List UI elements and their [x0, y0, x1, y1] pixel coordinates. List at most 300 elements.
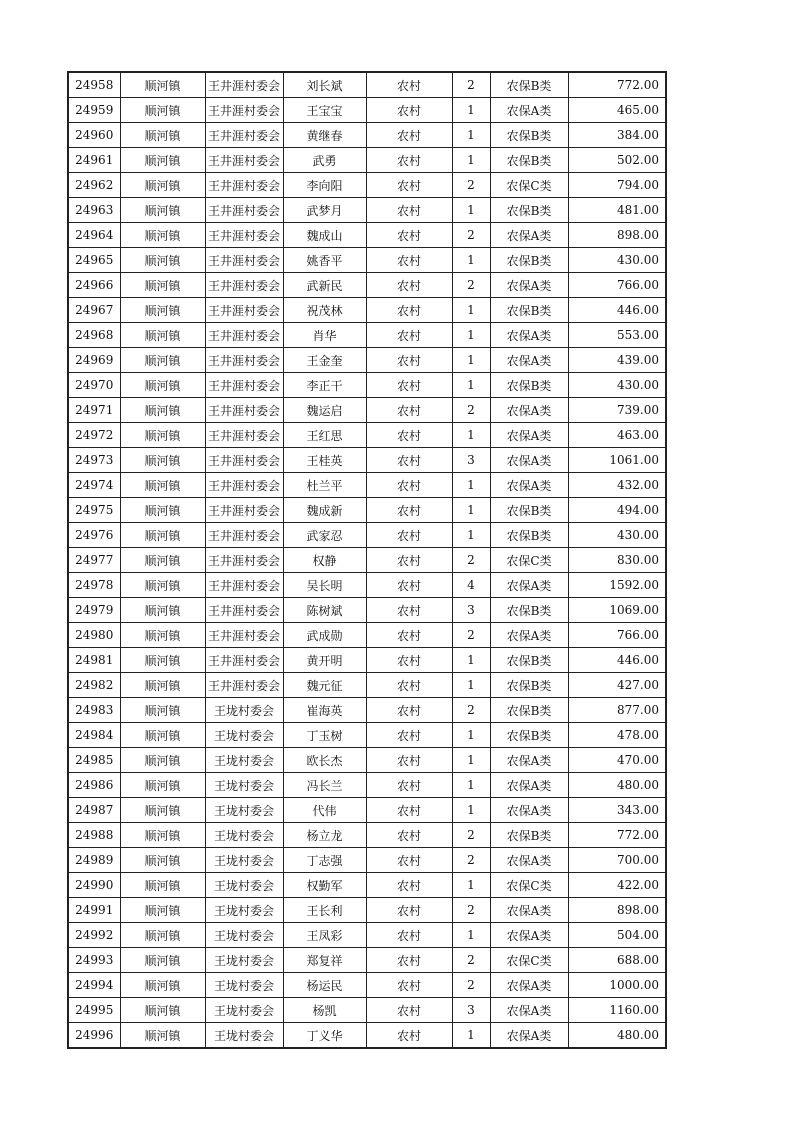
village-committee-cell: 王垅村委会 [205, 873, 283, 898]
record-id-cell: 24975 [68, 498, 120, 523]
amount-cell: 439.00 [568, 348, 666, 373]
insurance-category-cell: 农保C类 [490, 948, 568, 973]
record-id-cell: 24995 [68, 998, 120, 1023]
record-id-cell: 24994 [68, 973, 120, 998]
village-committee-cell: 王井涯村委会 [205, 548, 283, 573]
household-type-cell: 农村 [366, 648, 452, 673]
village-committee-cell: 王垅村委会 [205, 823, 283, 848]
household-type-cell: 农村 [366, 248, 452, 273]
amount-cell: 1592.00 [568, 573, 666, 598]
town-cell: 顺河镇 [120, 198, 205, 223]
household-type-cell: 农村 [366, 573, 452, 598]
person-name-cell: 王桂英 [283, 448, 366, 473]
village-committee-cell: 王井涯村委会 [205, 448, 283, 473]
member-count-cell: 1 [452, 373, 490, 398]
record-id-cell: 24972 [68, 423, 120, 448]
household-type-cell: 农村 [366, 523, 452, 548]
amount-cell: 794.00 [568, 173, 666, 198]
member-count-cell: 1 [452, 673, 490, 698]
member-count-cell: 1 [452, 773, 490, 798]
household-type-cell: 农村 [366, 198, 452, 223]
town-cell: 顺河镇 [120, 498, 205, 523]
insurance-category-cell: 农保B类 [490, 823, 568, 848]
table-row [68, 198, 666, 223]
town-cell: 顺河镇 [120, 823, 205, 848]
village-committee-cell: 王垅村委会 [205, 898, 283, 923]
insurance-category-cell: 农保C类 [490, 873, 568, 898]
person-name-cell: 杨立龙 [283, 823, 366, 848]
town-cell: 顺河镇 [120, 873, 205, 898]
village-committee-cell: 王井涯村委会 [205, 123, 283, 148]
town-cell: 顺河镇 [120, 1023, 205, 1049]
record-id-cell: 24987 [68, 798, 120, 823]
village-committee-cell: 王井涯村委会 [205, 348, 283, 373]
village-committee-cell: 王垅村委会 [205, 798, 283, 823]
amount-cell: 553.00 [568, 323, 666, 348]
record-id-cell: 24984 [68, 723, 120, 748]
insurance-category-cell: 农保A类 [490, 1023, 568, 1049]
record-id-cell: 24992 [68, 923, 120, 948]
household-type-cell: 农村 [366, 848, 452, 873]
amount-cell: 688.00 [568, 948, 666, 973]
village-committee-cell: 王井涯村委会 [205, 523, 283, 548]
amount-cell: 830.00 [568, 548, 666, 573]
table-row [68, 773, 666, 798]
person-name-cell: 王红思 [283, 423, 366, 448]
household-type-cell: 农村 [366, 123, 452, 148]
insurance-category-cell: 农保B类 [490, 198, 568, 223]
insurance-category-cell: 农保B类 [490, 523, 568, 548]
town-cell: 顺河镇 [120, 898, 205, 923]
insurance-category-cell: 农保C类 [490, 173, 568, 198]
member-count-cell: 1 [452, 748, 490, 773]
household-type-cell: 农村 [366, 373, 452, 398]
village-committee-cell: 王井涯村委会 [205, 373, 283, 398]
table-row [68, 723, 666, 748]
person-name-cell: 郑复祥 [283, 948, 366, 973]
town-cell: 顺河镇 [120, 798, 205, 823]
insurance-category-cell: 农保B类 [490, 598, 568, 623]
town-cell: 顺河镇 [120, 723, 205, 748]
household-type-cell: 农村 [366, 698, 452, 723]
person-name-cell: 杨运民 [283, 973, 366, 998]
member-count-cell: 1 [452, 498, 490, 523]
town-cell: 顺河镇 [120, 323, 205, 348]
person-name-cell: 丁义华 [283, 1023, 366, 1049]
insurance-category-cell: 农保A类 [490, 848, 568, 873]
person-name-cell: 丁志强 [283, 848, 366, 873]
insurance-category-cell: 农保A类 [490, 973, 568, 998]
insurance-category-cell: 农保B类 [490, 673, 568, 698]
person-name-cell: 武家忍 [283, 523, 366, 548]
member-count-cell: 1 [452, 723, 490, 748]
record-id-cell: 24970 [68, 373, 120, 398]
insurance-category-cell: 农保B类 [490, 723, 568, 748]
amount-cell: 898.00 [568, 223, 666, 248]
village-committee-cell: 王垅村委会 [205, 698, 283, 723]
village-committee-cell: 王井涯村委会 [205, 98, 283, 123]
insurance-category-cell: 农保B类 [490, 72, 568, 98]
insurance-category-cell: 农保B类 [490, 123, 568, 148]
village-committee-cell: 王垅村委会 [205, 948, 283, 973]
household-type-cell: 农村 [366, 348, 452, 373]
person-name-cell: 武勇 [283, 148, 366, 173]
table-row [68, 473, 666, 498]
member-count-cell: 1 [452, 1023, 490, 1049]
household-type-cell: 农村 [366, 173, 452, 198]
amount-cell: 766.00 [568, 273, 666, 298]
member-count-cell: 3 [452, 448, 490, 473]
town-cell: 顺河镇 [120, 648, 205, 673]
town-cell: 顺河镇 [120, 598, 205, 623]
insurance-category-cell: 农保A类 [490, 748, 568, 773]
household-type-cell: 农村 [366, 398, 452, 423]
insurance-category-cell: 农保A类 [490, 923, 568, 948]
insurance-category-cell: 农保A类 [490, 998, 568, 1023]
insurance-category-cell: 农保A类 [490, 573, 568, 598]
table-row [68, 173, 666, 198]
member-count-cell: 2 [452, 848, 490, 873]
village-committee-cell: 王井涯村委会 [205, 498, 283, 523]
town-cell: 顺河镇 [120, 998, 205, 1023]
person-name-cell: 王长利 [283, 898, 366, 923]
insurance-category-cell: 农保B类 [490, 148, 568, 173]
amount-cell: 478.00 [568, 723, 666, 748]
record-id-cell: 24989 [68, 848, 120, 873]
household-type-cell: 农村 [366, 498, 452, 523]
village-committee-cell: 王垅村委会 [205, 998, 283, 1023]
member-count-cell: 2 [452, 223, 490, 248]
amount-cell: 463.00 [568, 423, 666, 448]
insurance-category-cell: 农保B类 [490, 298, 568, 323]
amount-cell: 465.00 [568, 98, 666, 123]
member-count-cell: 4 [452, 573, 490, 598]
person-name-cell: 杜兰平 [283, 473, 366, 498]
insurance-category-cell: 农保B类 [490, 373, 568, 398]
member-count-cell: 1 [452, 473, 490, 498]
village-committee-cell: 王垅村委会 [205, 748, 283, 773]
amount-cell: 422.00 [568, 873, 666, 898]
member-count-cell: 1 [452, 98, 490, 123]
household-type-cell: 农村 [366, 148, 452, 173]
household-type-cell: 农村 [366, 473, 452, 498]
member-count-cell: 2 [452, 898, 490, 923]
table-row [68, 623, 666, 648]
table-row [68, 348, 666, 373]
person-name-cell: 崔海英 [283, 698, 366, 723]
record-id-cell: 24988 [68, 823, 120, 848]
household-type-cell: 农村 [366, 748, 452, 773]
record-id-cell: 24981 [68, 648, 120, 673]
record-id-cell: 24963 [68, 198, 120, 223]
village-committee-cell: 王垅村委会 [205, 723, 283, 748]
member-count-cell: 1 [452, 123, 490, 148]
person-name-cell: 吴长明 [283, 573, 366, 598]
village-committee-cell: 王井涯村委会 [205, 148, 283, 173]
table-body [68, 72, 666, 1048]
member-count-cell: 1 [452, 798, 490, 823]
town-cell: 顺河镇 [120, 548, 205, 573]
household-type-cell: 农村 [366, 598, 452, 623]
record-id-cell: 24979 [68, 598, 120, 623]
amount-cell: 700.00 [568, 848, 666, 873]
town-cell: 顺河镇 [120, 523, 205, 548]
table-row [68, 848, 666, 873]
town-cell: 顺河镇 [120, 573, 205, 598]
insurance-category-cell: 农保B类 [490, 498, 568, 523]
record-id-cell: 24990 [68, 873, 120, 898]
record-id-cell: 24976 [68, 523, 120, 548]
insurance-category-cell: 农保A类 [490, 223, 568, 248]
table-row [68, 873, 666, 898]
member-count-cell: 1 [452, 648, 490, 673]
household-type-cell: 农村 [366, 448, 452, 473]
insurance-category-cell: 农保C类 [490, 548, 568, 573]
table-row [68, 673, 666, 698]
member-count-cell: 2 [452, 973, 490, 998]
household-type-cell: 农村 [366, 723, 452, 748]
member-count-cell: 1 [452, 923, 490, 948]
table-row [68, 823, 666, 848]
record-id-cell: 24982 [68, 673, 120, 698]
table-row [68, 548, 666, 573]
household-type-cell: 农村 [366, 898, 452, 923]
table-row [68, 573, 666, 598]
person-name-cell: 王凤彩 [283, 923, 366, 948]
household-type-cell: 农村 [366, 998, 452, 1023]
amount-cell: 494.00 [568, 498, 666, 523]
amount-cell: 1160.00 [568, 998, 666, 1023]
table-row [68, 648, 666, 673]
town-cell: 顺河镇 [120, 98, 205, 123]
table-row [68, 72, 666, 98]
record-id-cell: 24983 [68, 698, 120, 723]
town-cell: 顺河镇 [120, 748, 205, 773]
village-committee-cell: 王井涯村委会 [205, 298, 283, 323]
amount-cell: 427.00 [568, 673, 666, 698]
village-committee-cell: 王井涯村委会 [205, 423, 283, 448]
table-row [68, 923, 666, 948]
table-row [68, 373, 666, 398]
household-type-cell: 农村 [366, 973, 452, 998]
village-committee-cell: 王井涯村委会 [205, 323, 283, 348]
person-name-cell: 刘长斌 [283, 72, 366, 98]
amount-cell: 1061.00 [568, 448, 666, 473]
town-cell: 顺河镇 [120, 923, 205, 948]
member-count-cell: 1 [452, 423, 490, 448]
town-cell: 顺河镇 [120, 948, 205, 973]
table-row [68, 523, 666, 548]
person-name-cell: 权静 [283, 548, 366, 573]
table-row [68, 398, 666, 423]
member-count-cell: 3 [452, 998, 490, 1023]
amount-cell: 877.00 [568, 698, 666, 723]
member-count-cell: 1 [452, 873, 490, 898]
amount-cell: 502.00 [568, 148, 666, 173]
amount-cell: 1000.00 [568, 973, 666, 998]
amount-cell: 481.00 [568, 198, 666, 223]
table-row [68, 998, 666, 1023]
record-id-cell: 24966 [68, 273, 120, 298]
town-cell: 顺河镇 [120, 173, 205, 198]
record-id-cell: 24971 [68, 398, 120, 423]
town-cell: 顺河镇 [120, 848, 205, 873]
person-name-cell: 黄开明 [283, 648, 366, 673]
insurance-category-cell: 农保A类 [490, 773, 568, 798]
record-id-cell: 24968 [68, 323, 120, 348]
record-id-cell: 24964 [68, 223, 120, 248]
amount-cell: 432.00 [568, 473, 666, 498]
village-committee-cell: 王井涯村委会 [205, 623, 283, 648]
member-count-cell: 2 [452, 698, 490, 723]
record-id-cell: 24986 [68, 773, 120, 798]
village-committee-cell: 王井涯村委会 [205, 473, 283, 498]
town-cell: 顺河镇 [120, 373, 205, 398]
household-type-cell: 农村 [366, 1023, 452, 1049]
table-row [68, 598, 666, 623]
record-id-cell: 24978 [68, 573, 120, 598]
record-id-cell: 24958 [68, 72, 120, 98]
town-cell: 顺河镇 [120, 148, 205, 173]
record-id-cell: 24961 [68, 148, 120, 173]
household-type-cell: 农村 [366, 72, 452, 98]
person-name-cell: 黄继春 [283, 123, 366, 148]
amount-cell: 446.00 [568, 298, 666, 323]
person-name-cell: 姚香平 [283, 248, 366, 273]
person-name-cell: 代伟 [283, 798, 366, 823]
insurance-category-cell: 农保A类 [490, 273, 568, 298]
village-committee-cell: 王井涯村委会 [205, 248, 283, 273]
member-count-cell: 2 [452, 273, 490, 298]
amount-cell: 480.00 [568, 773, 666, 798]
person-name-cell: 冯长兰 [283, 773, 366, 798]
household-type-cell: 农村 [366, 548, 452, 573]
household-type-cell: 农村 [366, 223, 452, 248]
amount-cell: 898.00 [568, 898, 666, 923]
village-committee-cell: 王井涯村委会 [205, 273, 283, 298]
amount-cell: 766.00 [568, 623, 666, 648]
record-id-cell: 24969 [68, 348, 120, 373]
record-id-cell: 24996 [68, 1023, 120, 1049]
table-row [68, 123, 666, 148]
table-row [68, 698, 666, 723]
table-row [68, 798, 666, 823]
amount-cell: 430.00 [568, 373, 666, 398]
person-name-cell: 武梦月 [283, 198, 366, 223]
record-id-cell: 24993 [68, 948, 120, 973]
member-count-cell: 2 [452, 623, 490, 648]
town-cell: 顺河镇 [120, 623, 205, 648]
town-cell: 顺河镇 [120, 973, 205, 998]
amount-cell: 430.00 [568, 523, 666, 548]
village-committee-cell: 王井涯村委会 [205, 223, 283, 248]
household-type-cell: 农村 [366, 773, 452, 798]
village-committee-cell: 王井涯村委会 [205, 598, 283, 623]
village-committee-cell: 王井涯村委会 [205, 648, 283, 673]
household-type-cell: 农村 [366, 673, 452, 698]
person-name-cell: 李正干 [283, 373, 366, 398]
amount-cell: 430.00 [568, 248, 666, 273]
member-count-cell: 2 [452, 823, 490, 848]
village-committee-cell: 王垅村委会 [205, 923, 283, 948]
insurance-category-cell: 农保A类 [490, 898, 568, 923]
town-cell: 顺河镇 [120, 698, 205, 723]
town-cell: 顺河镇 [120, 473, 205, 498]
table-row [68, 1023, 666, 1049]
record-id-cell: 24959 [68, 98, 120, 123]
amount-cell: 1069.00 [568, 598, 666, 623]
member-count-cell: 2 [452, 173, 490, 198]
household-type-cell: 农村 [366, 298, 452, 323]
town-cell: 顺河镇 [120, 448, 205, 473]
amount-cell: 384.00 [568, 123, 666, 148]
table-row [68, 223, 666, 248]
person-name-cell: 欧长杰 [283, 748, 366, 773]
town-cell: 顺河镇 [120, 298, 205, 323]
member-count-cell: 1 [452, 198, 490, 223]
person-name-cell: 权勤军 [283, 873, 366, 898]
member-count-cell: 2 [452, 948, 490, 973]
table-row [68, 148, 666, 173]
person-name-cell: 魏元征 [283, 673, 366, 698]
amount-cell: 470.00 [568, 748, 666, 773]
table-row [68, 98, 666, 123]
member-count-cell: 1 [452, 298, 490, 323]
table-row [68, 248, 666, 273]
town-cell: 顺河镇 [120, 72, 205, 98]
insurance-category-cell: 农保A类 [490, 473, 568, 498]
household-type-cell: 农村 [366, 323, 452, 348]
amount-cell: 446.00 [568, 648, 666, 673]
person-name-cell: 魏运启 [283, 398, 366, 423]
record-id-cell: 24965 [68, 248, 120, 273]
village-committee-cell: 王井涯村委会 [205, 72, 283, 98]
amount-cell: 772.00 [568, 72, 666, 98]
record-id-cell: 24974 [68, 473, 120, 498]
village-committee-cell: 王垅村委会 [205, 973, 283, 998]
record-id-cell: 24973 [68, 448, 120, 473]
member-count-cell: 1 [452, 323, 490, 348]
town-cell: 顺河镇 [120, 223, 205, 248]
insurance-category-cell: 农保A类 [490, 448, 568, 473]
insurance-category-cell: 农保A类 [490, 623, 568, 648]
member-count-cell: 1 [452, 248, 490, 273]
village-committee-cell: 王井涯村委会 [205, 173, 283, 198]
insurance-category-cell: 农保B类 [490, 648, 568, 673]
amount-cell: 739.00 [568, 398, 666, 423]
village-committee-cell: 王垅村委会 [205, 1023, 283, 1049]
person-name-cell: 丁玉树 [283, 723, 366, 748]
member-count-cell: 1 [452, 348, 490, 373]
table-row [68, 448, 666, 473]
table-row [68, 323, 666, 348]
insurance-category-cell: 农保A类 [490, 398, 568, 423]
amount-cell: 504.00 [568, 923, 666, 948]
person-name-cell: 武新民 [283, 273, 366, 298]
insurance-category-cell: 农保A类 [490, 798, 568, 823]
member-count-cell: 2 [452, 398, 490, 423]
household-type-cell: 农村 [366, 623, 452, 648]
town-cell: 顺河镇 [120, 773, 205, 798]
town-cell: 顺河镇 [120, 123, 205, 148]
insurance-category-cell: 农保A类 [490, 423, 568, 448]
town-cell: 顺河镇 [120, 398, 205, 423]
amount-cell: 772.00 [568, 823, 666, 848]
household-type-cell: 农村 [366, 948, 452, 973]
record-id-cell: 24960 [68, 123, 120, 148]
household-type-cell: 农村 [366, 923, 452, 948]
person-name-cell: 王金奎 [283, 348, 366, 373]
